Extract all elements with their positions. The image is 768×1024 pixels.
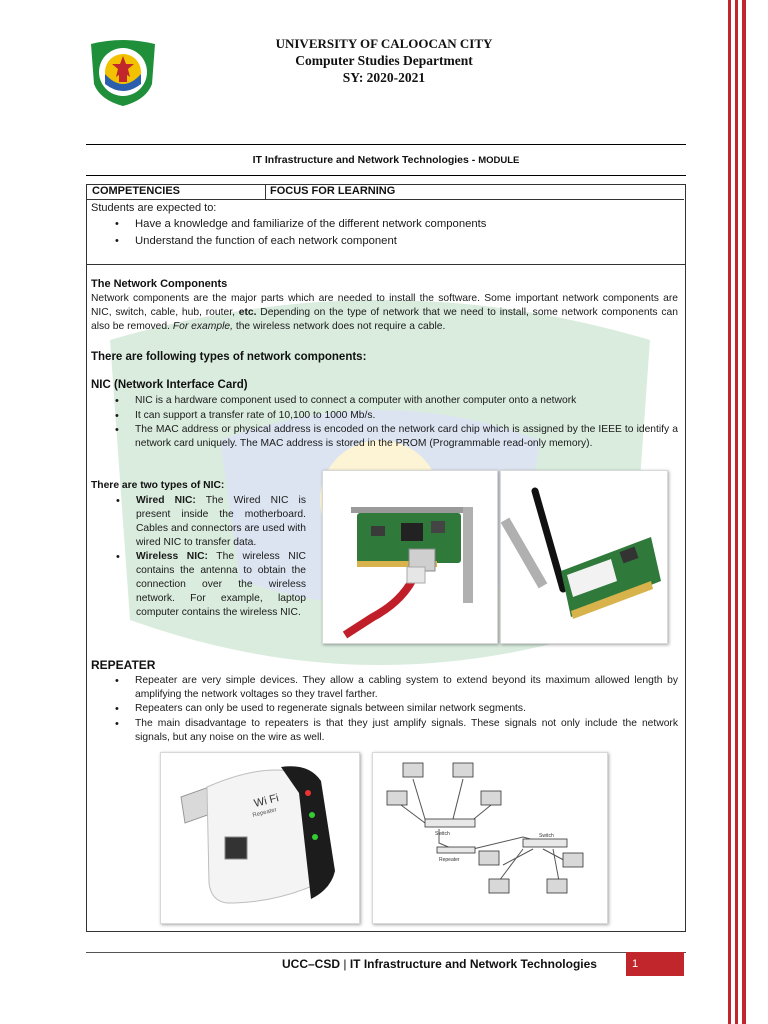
- competencies-header: COMPETENCIES: [92, 185, 181, 197]
- wired-nic-bullet: [136, 494, 306, 550]
- repeater-bullet: • Repeaters can only be used to regenerate signals between similar network segments.: [135, 702, 678, 716]
- goal-item: • Understand the function of each network component: [135, 234, 675, 248]
- repeater-bullet: • The main disadvantage to repeaters is that they just amplify signals. These signals not only include the network signals, but any noise on the wire as well.: [135, 717, 678, 745]
- module-title-suffix: MODULE: [478, 155, 520, 166]
- wifi-device-label: Wi Fi: [252, 792, 281, 810]
- types-heading: There are following types of network components:: [91, 351, 367, 363]
- network-components-paragraph: [91, 292, 678, 334]
- wireless-nic-image: [501, 471, 667, 643]
- nic-bullet: • NIC is a hardware component used to connect a computer with another computer onto a network: [135, 394, 678, 408]
- focus-header: FOCUS FOR LEARNING: [270, 185, 396, 197]
- repeater-device-label: Repeater: [252, 807, 278, 819]
- wired-nic-text: The Wired NIC is present inside the motherboard. Cables and connectors are used with wired NIC to transfer data.: [136, 495, 306, 548]
- decor-stripe-1: [728, 0, 731, 1024]
- footer-text: [282, 957, 597, 971]
- table-column-divider: [265, 184, 266, 200]
- repeater-device-image: [161, 753, 359, 923]
- paragraph-part: the wireless network does not require a cable.: [235, 321, 446, 332]
- wired-nic-photo: [322, 470, 498, 644]
- footer-org: UCC–CSD: [282, 957, 341, 971]
- diagram-switch-label: Switch: [539, 833, 554, 839]
- students-intro: Students are expected to:: [91, 202, 217, 214]
- paragraph-part: Network components are the major parts which are needed to install the software. Some important network components are NIC, switch, cable, hub, router,: [91, 293, 678, 318]
- university-name: UNIVERSITY OF CALOOCAN CITY: [275, 36, 493, 51]
- repeater-device-photo: [160, 752, 360, 924]
- section-separator: [86, 264, 686, 265]
- diagram-repeater-label: Repeater: [439, 857, 460, 863]
- decor-stripe-2: [735, 0, 738, 1024]
- wireless-nic-photo: [500, 470, 668, 644]
- wireless-nic-label: Wireless NIC:: [136, 551, 208, 562]
- department-name: Computer Studies Department: [295, 53, 473, 68]
- wireless-nic-bullet: [136, 550, 306, 620]
- two-types-heading: There are two types of NIC:: [91, 480, 225, 491]
- nic-heading: NIC (Network Interface Card): [91, 379, 248, 391]
- paragraph-example: For example,: [172, 321, 233, 332]
- repeater-bullet: • Repeater are very simple devices. They allow a cabling system to extend beyond its maximum allowed length by amplifying the network voltages so they travel farther.: [135, 674, 678, 702]
- header-rule: [86, 144, 686, 145]
- wired-nic-label: Wired NIC:: [136, 495, 196, 506]
- nic-bullet: • It can support a transfer rate of 10,100 to 1000 Mb/s.: [135, 409, 678, 423]
- page-number: 1: [626, 952, 684, 976]
- decor-stripe-3: [742, 0, 746, 1024]
- diagram-switch-label: Switch: [435, 831, 450, 837]
- network-components-heading: The Network Components: [91, 278, 228, 290]
- footer-course: IT Infrastructure and Network Technologies: [349, 957, 597, 971]
- paragraph-part: Depending on the type of network that we need to install, some network components can also be removed.: [91, 307, 678, 332]
- goal-item: • Have a knowledge and familiarize of the different network components: [135, 217, 675, 231]
- footer-rule: [86, 952, 686, 953]
- wireless-nic-text: The wireless NIC contains the antenna to obtain the connection over the wireless network. For example, laptop computer contains the wireless NIC.: [136, 551, 306, 618]
- repeater-diagram-photo: [372, 752, 608, 924]
- school-year: SY: 2020-2021: [342, 70, 426, 85]
- paragraph-etc: etc.: [238, 307, 257, 318]
- module-title-main: IT Infrastructure and Network Technologies -: [252, 154, 476, 166]
- title-rule: [86, 175, 686, 176]
- wired-nic-image: [323, 471, 497, 643]
- module-title: [86, 154, 686, 166]
- repeater-heading: REPEATER: [91, 658, 156, 672]
- nic-bullet: • The MAC address or physical address is encoded on the network card chip which is assigned by the IEEE to identify a network card uniquely. The MAC address is stored in the PROM (Programmable read-only memory).: [135, 423, 678, 451]
- footer-separator: |: [343, 957, 347, 971]
- repeater-network-diagram: [373, 753, 607, 923]
